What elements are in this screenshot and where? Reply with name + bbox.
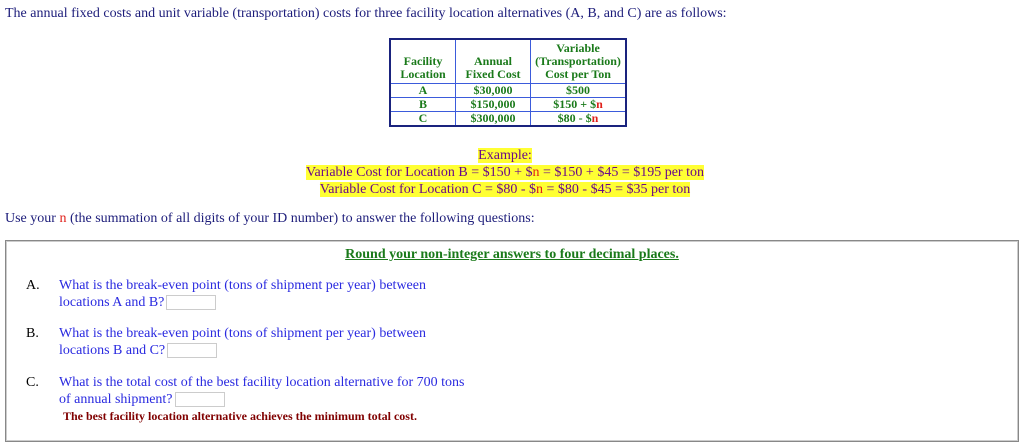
example-line-c (320, 182, 691, 197)
question-label: A. (26, 278, 40, 293)
question-text: of annual shipment? (59, 392, 173, 407)
question-text: What is the break-even point (tons of shipment per year) between (59, 326, 426, 341)
example-block (0, 147, 1010, 198)
hint-text: The best facility location alternative achieves the minimum total cost. (63, 409, 417, 423)
cost-table (389, 38, 627, 127)
answer-input-b[interactable] (167, 343, 217, 358)
location-cell: C (390, 112, 456, 127)
instructions-text: (the summation of all digits of your ID number) to answer the following questions: (66, 211, 535, 226)
fixed-cost-cell: $300,000 (456, 112, 531, 127)
variable-cost-cell (531, 112, 627, 127)
question-text: What is the total cost of the best facility location alternative for 700 tons (59, 375, 465, 390)
n-variable: n (536, 182, 544, 197)
n-variable: n (532, 165, 540, 180)
question-text: What is the break-even point (tons of shipment per year) between (59, 278, 426, 293)
answer-input-c[interactable] (175, 392, 225, 407)
location-cell: B (390, 98, 456, 112)
n-variable: n (591, 111, 599, 125)
question-label: B. (26, 326, 39, 341)
question-label: C. (26, 375, 39, 390)
location-cell: A (390, 84, 456, 98)
intro-text: The annual fixed costs and unit variable (transportation) costs for three facility location alternatives (A, B, and C) are as follows: (5, 6, 727, 21)
variable-cost-cell (531, 84, 627, 98)
fixed-cost-cell: $30,000 (456, 84, 531, 98)
table-header-row (390, 39, 626, 84)
fixed-cost-cell: $150,000 (456, 98, 531, 112)
example-line-b (306, 165, 704, 180)
table-row (390, 84, 626, 98)
variable-cost-text: $80 - $ (557, 111, 592, 125)
instructions (5, 211, 535, 227)
header-variable: Variable (Transportation) Cost per Ton (531, 39, 627, 84)
example-text: Variable Cost for Location C = $80 - $ (319, 182, 537, 197)
table-row (390, 112, 626, 127)
rounding-note: Round your non-integer answers to four decimal places. (345, 247, 679, 262)
instructions-text: Use your (5, 211, 60, 226)
variable-cost-cell (531, 98, 627, 112)
example-text: = $150 + $45 = $195 per ton (539, 165, 704, 180)
variable-cost-text: $150 + $ (553, 97, 597, 111)
header-fixed: Annual Fixed Cost (456, 39, 531, 84)
example-title: Example: (478, 148, 532, 163)
n-variable: n (596, 97, 603, 111)
example-text: Variable Cost for Location B = $150 + $ (306, 165, 533, 180)
variable-cost-text: $500 (566, 83, 590, 97)
example-text: = $80 - $45 = $35 per ton (543, 182, 691, 197)
questions-panel (5, 240, 1019, 442)
answer-input-a[interactable] (166, 295, 216, 310)
header-location: Facility Location (390, 39, 456, 84)
question-text: locations B and C? (59, 343, 166, 358)
question-text: locations A and B? (59, 295, 165, 310)
n-variable: n (59, 211, 67, 226)
table-row (390, 98, 626, 112)
